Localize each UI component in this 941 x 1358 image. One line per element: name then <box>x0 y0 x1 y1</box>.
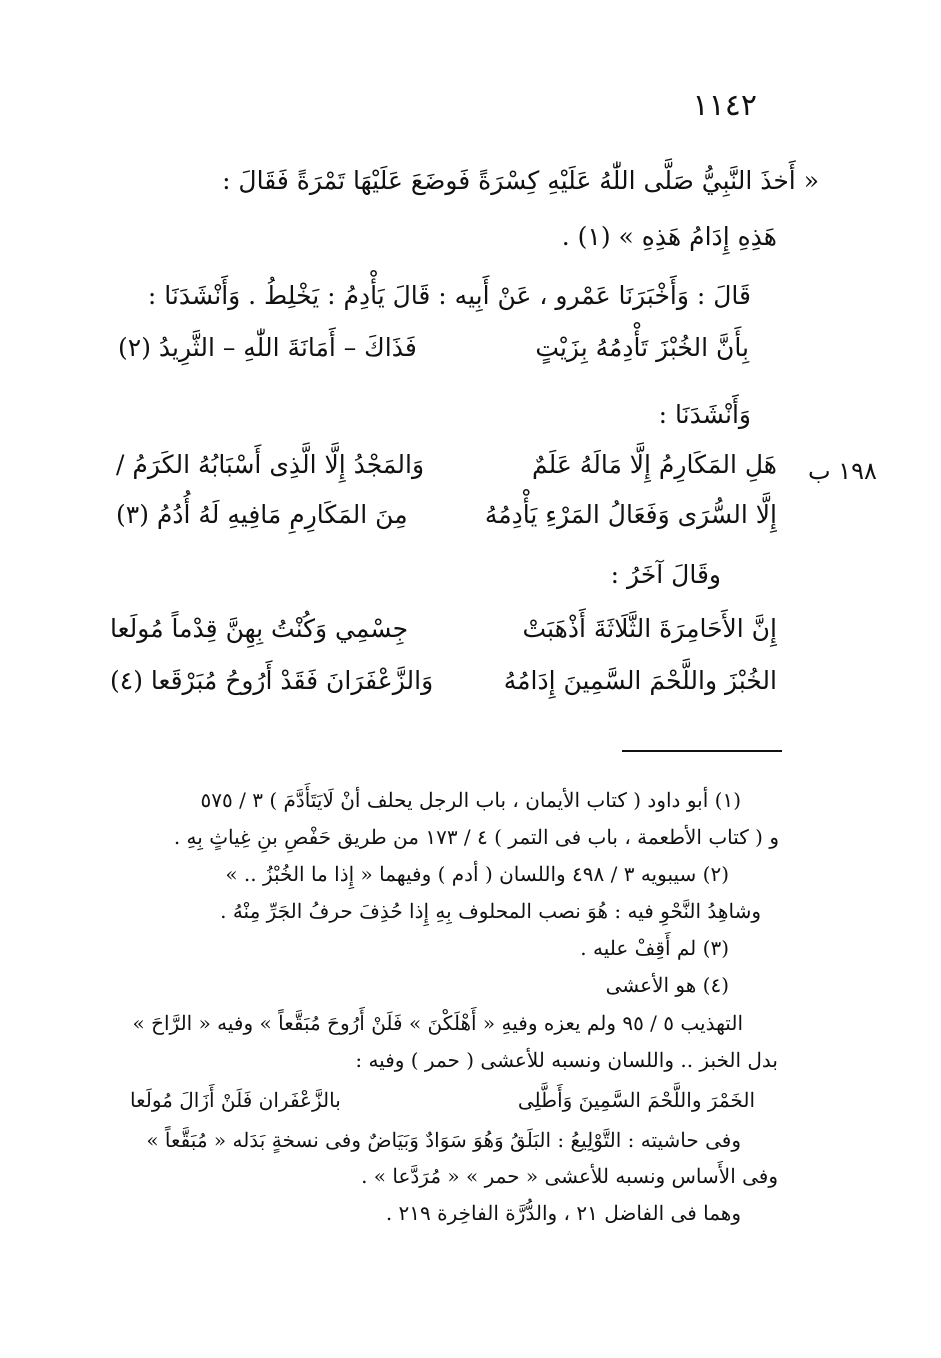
footnote-4-line-2: التهذيب ٥ / ٩٥ ولم يعزه وفيهِ « أَهْلَكْنَ » فَلَنْ أَرُوحَ مُبَقَّعاً » وفيه « الرَّاحَ » <box>132 1011 743 1035</box>
footnote-4-line-1: (٤) هو الأعشى <box>605 973 729 997</box>
anshadana-label: وَأَنْشَدَنَا : <box>658 400 751 429</box>
footnote-4-verse-first: الخَمْرَ واللَّحْمَ السَّمِينَ وَأَطَّلِى <box>517 1088 755 1112</box>
verse-2-line-1-second: وَالمَجْدُ إِلَّا الَّذِى أَسْبَابُهُ الكَرَمُ / <box>116 450 425 479</box>
footnote-4-line-6: وهما فى الفاضل ٢١ ، والدُّرَّة الفاخِرة ٢١٩ . <box>385 1201 741 1225</box>
verse-1-second-hemistich: فَذَاكَ – أَمَانَةَ اللّٰهِ – الثَّرِيدُ (٢) <box>118 333 417 362</box>
verse-3-line-1-first: إِنَّ الأَحَامِرَةَ الثَّلَاثَةَ أَذْهَبَتْ <box>522 614 777 643</box>
verse-2-line-2-first: إِلَّا السُّرَى وَفَعَالُ المَرْءِ يَأْدِمُهُ <box>484 500 777 529</box>
folio-marker: ١٩٨ ب <box>808 457 877 485</box>
footnote-1-line-1: (١) أبو داود ( كتاب الأيمان ، باب الرجل يحلف أنْ لَايَتَأَدَّمَ ) ٣ / ٥٧٥ <box>200 788 741 812</box>
footnote-4-verse-second: بالزَّعْفَران فَلَنْ أَزَالَ مُولَعا <box>130 1088 341 1112</box>
footnote-4-line-4: وفى حاشيته : التَّوْلِيعُ : البَلَقُ وَهُوَ سَوَادٌ وَبَيَاضٌ وفى نسخةٍ بَدَله « مُبَقَّعاً » <box>146 1128 741 1152</box>
hadith-line-1: « أَخذَ النَّبِيُّ صَلَّى اللّٰهُ عَلَيْهِ كِسْرَةً فَوضَعَ عَلَيْهَا تَمْرَةً فَقَالَ : <box>222 166 819 195</box>
footnote-2-line-2: وشاهِدُ النَّحْوِ فيه : هُوَ نصب المحلوف بِهِ إِذا حُذِفَ حرفُ الجَرِّ مِنْهُ . <box>220 899 761 923</box>
verse-3-line-1-second: جِسْمِي وَكُنْتُ بِهِنَّ قِدْماً مُولَعا <box>110 614 409 643</box>
verse-3-line-2-second: وَالزَّعْفَرَانَ فَقَدْ أَرُوحُ مُبَرْقَعا (٤) <box>110 666 434 695</box>
verse-2-line-2-second: مِنَ المَكَارِمِ مَافِيهِ لَهُ أُدُمُ (٣) <box>116 500 408 529</box>
hadith-line-2: هَذِهِ إِدَامُ هَذِهِ » (١) . <box>561 222 777 251</box>
qala-akhar-label: وقَالَ آخَرُ : <box>610 560 721 589</box>
verse-2-line-1-first: هَلِ المَكَارِمُ إِلَّا مَالَهُ عَلَمٌ <box>532 450 777 479</box>
narration-line: قَالَ : وَأَخْبَرَنَا عَمْرو ، عَنْ أَبِيه : قَالَ يَأْدِمُ : يَخْلِطُ . وَأَنْشَدَنَا : <box>147 281 751 310</box>
verse-1-first-hemistich: بِأَنَّ الخُبْزَ تَأْدِمُهُ بِزَيْتٍ <box>535 333 749 362</box>
footnote-4-line-5: وفى الأَساس ونسبه للأعشى « حمر » « مُرَدَّعا » . <box>361 1164 778 1188</box>
footnote-1-line-2: و ( كتاب الأطعمة ، باب فى التمر ) ٤ / ١٧٣ من طريق حَفْصِ بنِ غِياثٍ بِهِ . <box>173 825 779 849</box>
page-number: ١١٤٢ <box>692 88 757 123</box>
footnote-3: (٣) لم أَقِفْ عليه . <box>580 936 729 960</box>
footnote-2-line-1: (٢) سيبويه ٣ / ٤٩٨ واللسان ( أدم ) وفيهما « إِذا ما الخُبْزُ .. » <box>225 862 729 886</box>
footnote-separator <box>622 750 782 752</box>
verse-3-line-2-first: الخُبْزَ واللَّحْمَ السَّمِينَ إِدَامُهُ <box>503 666 777 695</box>
footnote-4-line-3: بدل الخبز .. واللسان ونسبه للأعشى ( حمر ) وفيه : <box>355 1048 778 1072</box>
